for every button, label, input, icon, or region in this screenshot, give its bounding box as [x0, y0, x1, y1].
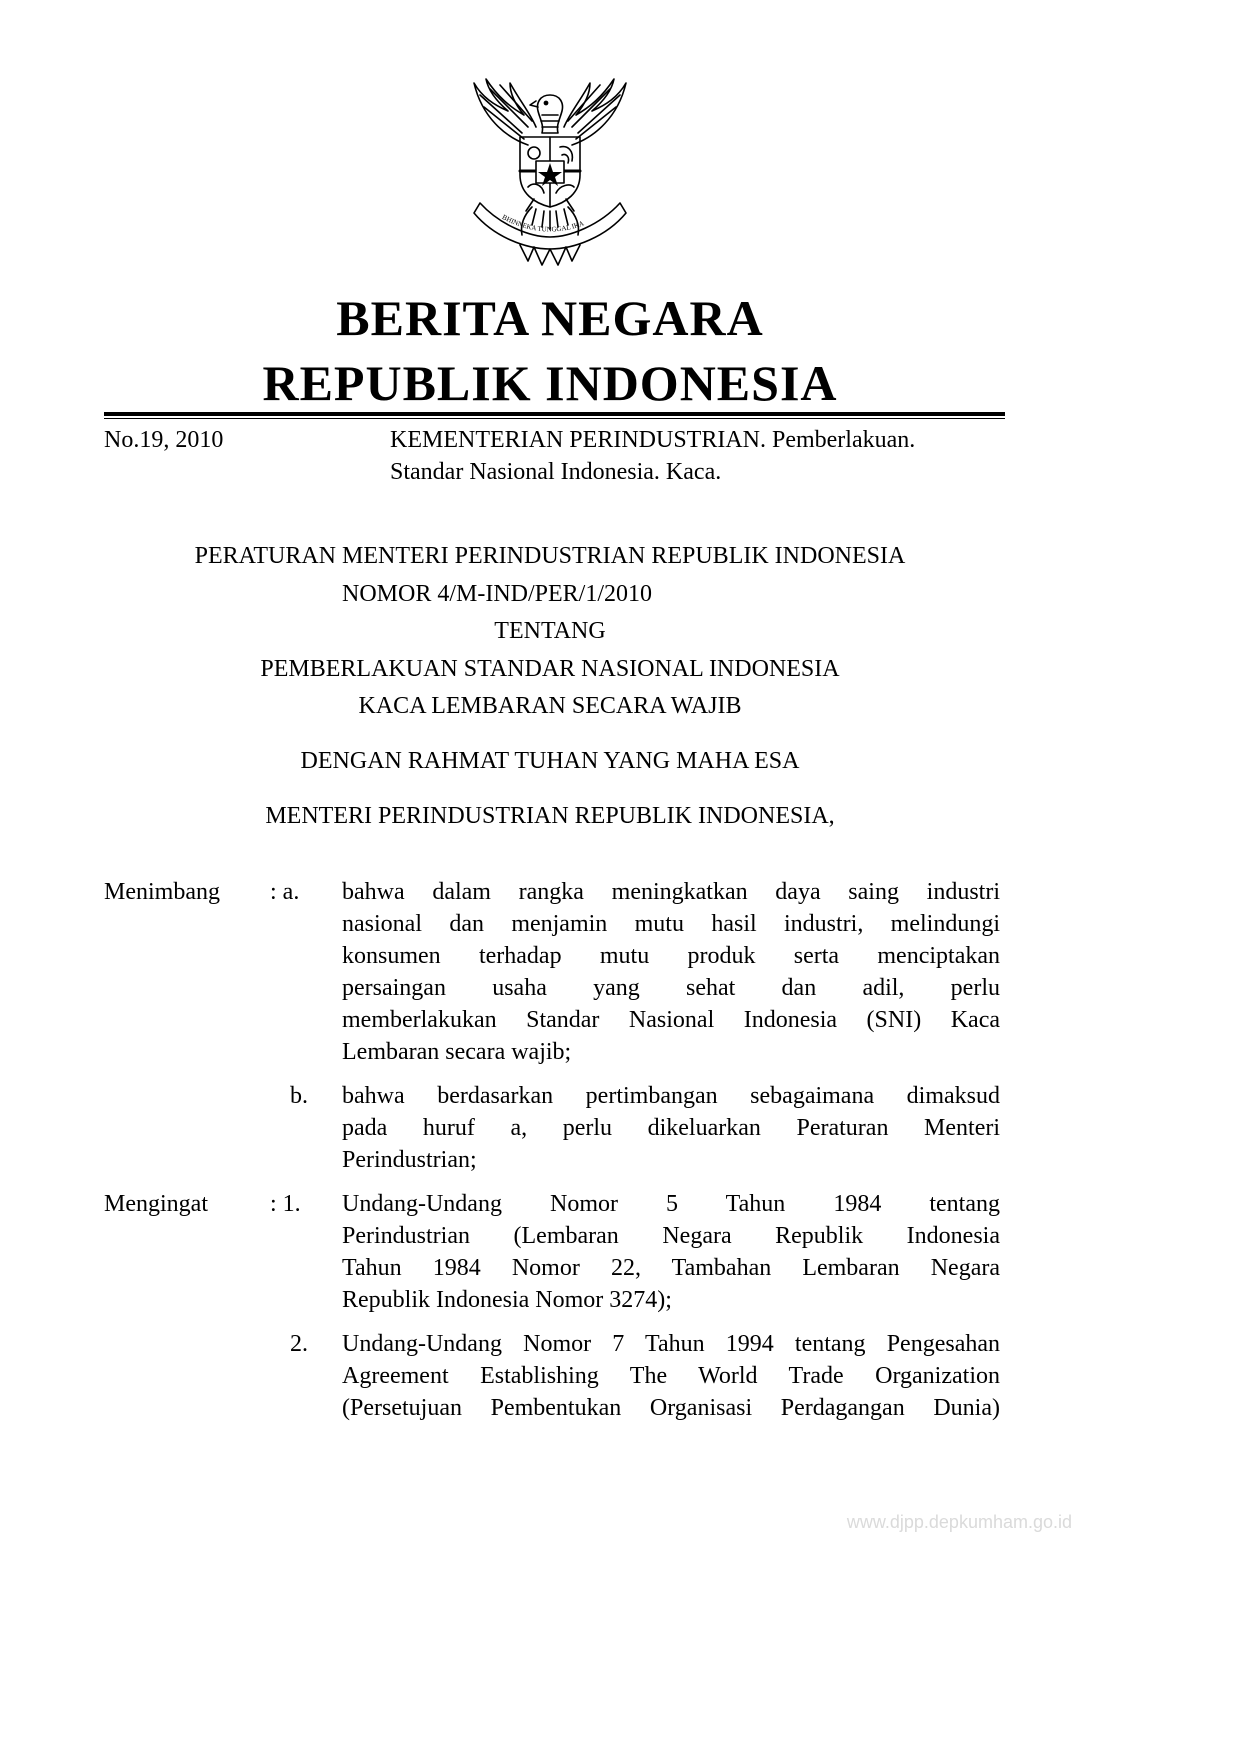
item-1-line3: Tahun 1984 Nomor 22, Tambahan Lembaran Negara — [342, 1255, 1000, 1281]
item-1-line1: Undang-Undang Nomor 5 Tahun 1984 tentang — [342, 1191, 1000, 1217]
garuda-pancasila-emblem-icon — [450, 75, 650, 270]
regulation-issuer: MENTERI PERINDUSTRIAN REPUBLIK INDONESIA, — [265, 803, 835, 829]
item-2-line3: (Persetujuan Pembentukan Organisasi Perdagangan Dunia) — [342, 1395, 1000, 1421]
regulation-preamble: DENGAN RAHMAT TUHAN YANG MAHA ESA — [300, 748, 800, 774]
header-divider-thick — [104, 412, 1005, 416]
item-a-line1: bahwa dalam rangka meningkatkan daya saing industri — [342, 879, 1000, 905]
item-a-line3: konsumen terhadap mutu produk serta menciptakan — [342, 943, 1000, 969]
item-b-line3: Perindustrian; — [342, 1147, 477, 1173]
item-a-line2: nasional dan menjamin mutu hasil industri, melindungi — [342, 911, 1000, 937]
item-b-line2: pada huruf a, perlu dikeluarkan Peraturan Menteri — [342, 1115, 1000, 1141]
item-marker-b: b. — [290, 1083, 308, 1109]
item-a-line5: memberlakukan Standar Nasional Indonesia (SNI) Kaca — [342, 1007, 1000, 1033]
gazette-number: No.19, 2010 — [104, 427, 224, 453]
item-marker-a: : a. — [270, 879, 300, 905]
regulation-number: NOMOR 4/M-IND/PER/1/2010 — [342, 581, 653, 607]
regulation-subject-line1: PEMBERLAKUAN STANDAR NASIONAL INDONESIA — [260, 656, 840, 682]
item-a-line4: persaingan usaha yang sehat dan adil, perlu — [342, 975, 1000, 1001]
item-2-line2: Agreement Establishing The World Trade Organization — [342, 1363, 1000, 1389]
item-marker-2: 2. — [290, 1331, 308, 1357]
header-divider-thin — [104, 418, 1005, 419]
regulation-title: PERATURAN MENTERI PERINDUSTRIAN REPUBLIK INDONESIA — [194, 543, 906, 569]
emblem-motto: BHINNEKA TUNGGAL IKA — [500, 213, 585, 234]
regulation-subject-line2: KACA LEMBARAN SECARA WAJIB — [358, 693, 742, 719]
item-1-line4: Republik Indonesia Nomor 3274); — [342, 1287, 672, 1313]
regulation-about: TENTANG — [494, 618, 606, 644]
item-a-line6: Lembaran secara wajib; — [342, 1039, 572, 1065]
item-1-line2: Perindustrian (Lembaran Negara Republik Indonesia — [342, 1223, 1000, 1249]
section-label-menimbang: Menimbang — [104, 879, 220, 905]
item-2-line1: Undang-Undang Nomor 7 Tahun 1994 tentang Pengesahan — [342, 1331, 1000, 1357]
item-b-line1: bahwa berdasarkan pertimbangan sebagaimana dimaksud — [342, 1083, 1000, 1109]
gazette-summary-line1: KEMENTERIAN PERINDUSTRIAN. Pemberlakuan. — [390, 427, 916, 453]
watermark-url: www.djpp.depkumham.go.id — [846, 1512, 1072, 1532]
gazette-summary-line2: Standar Nasional Indonesia. Kaca. — [390, 459, 722, 485]
section-label-mengingat: Mengingat — [104, 1191, 208, 1217]
gazette-title-line1: BERITA NEGARA — [336, 290, 764, 346]
gazette-title-line2: REPUBLIK INDONESIA — [262, 355, 838, 411]
item-marker-1: : 1. — [270, 1191, 301, 1217]
